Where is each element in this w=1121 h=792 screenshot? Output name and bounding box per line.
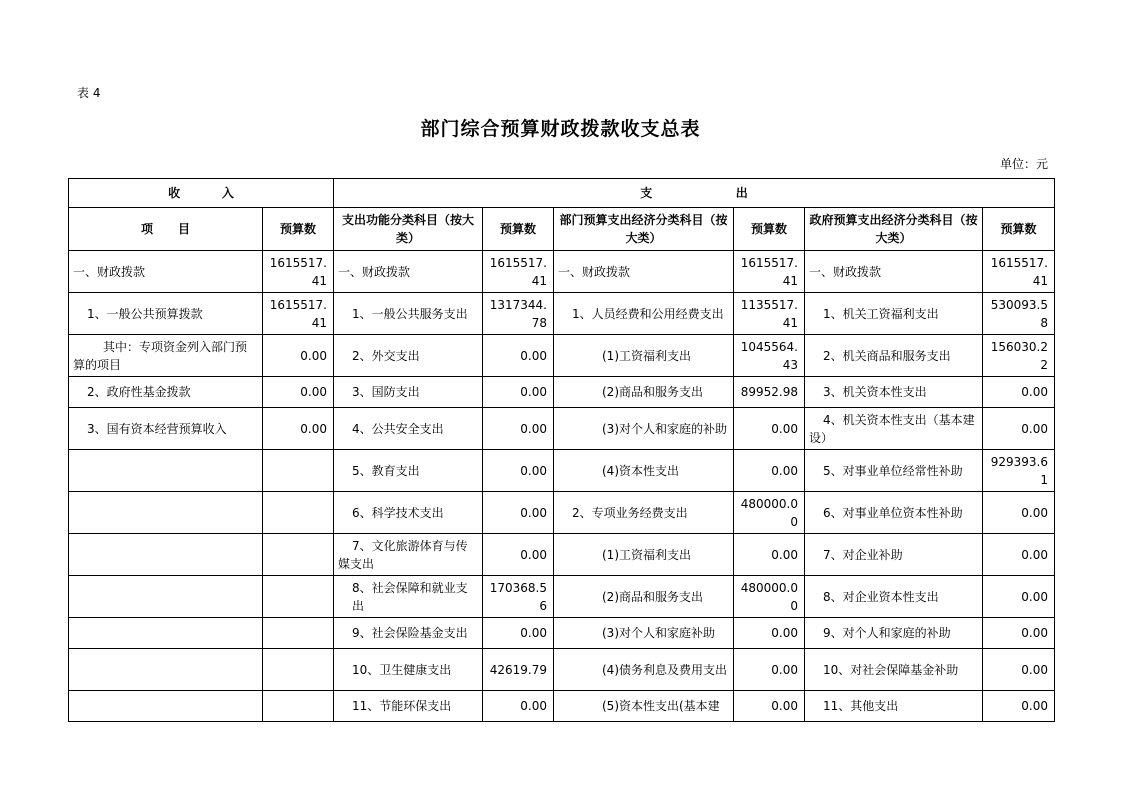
income-item — [69, 450, 263, 492]
dept-amount: 480000.00 — [734, 492, 805, 534]
gov-amount: 929393.61 — [983, 450, 1055, 492]
dept-item: (2)商品和服务支出 — [554, 377, 734, 408]
gov-amount: 0.00 — [983, 691, 1055, 722]
func-amount: 42619.79 — [483, 649, 554, 691]
dept-amount: 0.00 — [734, 691, 805, 722]
gov-econ-class-header: 政府预算支出经济分类科目（按大类） — [805, 208, 983, 251]
func-amount: 1317344.78 — [483, 293, 554, 335]
gov-item: 7、对企业补助 — [805, 534, 983, 576]
func-amount: 0.00 — [483, 450, 554, 492]
dept-item: 一、财政拨款 — [554, 251, 734, 293]
func-item: 3、国防支出 — [334, 377, 483, 408]
dept-item: (4)债务利息及费用支出 — [554, 649, 734, 691]
budget-header: 预算数 — [263, 208, 334, 251]
income-amount — [263, 691, 334, 722]
func-amount: 0.00 — [483, 377, 554, 408]
income-amount: 1615517.41 — [263, 293, 334, 335]
table-row — [69, 576, 1055, 618]
func-item: 5、教育支出 — [334, 450, 483, 492]
income-amount — [263, 534, 334, 576]
dept-amount: 480000.00 — [734, 576, 805, 618]
header-row-group — [69, 179, 1055, 208]
func-amount: 0.00 — [483, 408, 554, 450]
income-amount — [263, 618, 334, 649]
func-item: 10、卫生健康支出 — [334, 649, 483, 691]
table-row — [69, 335, 1055, 377]
income-item — [69, 691, 263, 722]
func-class-header: 支出功能分类科目（按大类） — [334, 208, 483, 251]
func-item: 6、科学技术支出 — [334, 492, 483, 534]
table-row — [69, 649, 1055, 691]
income-amount — [263, 649, 334, 691]
gov-amount: 0.00 — [983, 408, 1055, 450]
gov-amount: 0.00 — [983, 377, 1055, 408]
income-item: 其中：专项资金列入部门预算的项目 — [69, 335, 263, 377]
dept-econ-class-header: 部门预算支出经济分类科目（按大类） — [554, 208, 734, 251]
budget-header: 预算数 — [483, 208, 554, 251]
func-item: 9、社会保险基金支出 — [334, 618, 483, 649]
gov-amount: 0.00 — [983, 534, 1055, 576]
func-amount: 0.00 — [483, 618, 554, 649]
income-item — [69, 618, 263, 649]
table-row — [69, 377, 1055, 408]
income-amount — [263, 450, 334, 492]
gov-item: 1、机关工资福利支出 — [805, 293, 983, 335]
gov-item: 4、机关资本性支出（基本建设） — [805, 408, 983, 450]
income-item: 一、财政拨款 — [69, 251, 263, 293]
income-header: 收 入 — [69, 179, 334, 208]
income-item — [69, 649, 263, 691]
dept-item: 1、人员经费和公用经费支出 — [554, 293, 734, 335]
func-item: 1、一般公共服务支出 — [334, 293, 483, 335]
income-amount: 0.00 — [263, 408, 334, 450]
gov-amount: 0.00 — [983, 649, 1055, 691]
income-amount — [263, 576, 334, 618]
table-number: 表 4 — [77, 86, 101, 100]
gov-amount: 0.00 — [983, 576, 1055, 618]
gov-item: 一、财政拨款 — [805, 251, 983, 293]
dept-amount: 1615517.41 — [734, 251, 805, 293]
table-row — [69, 691, 1055, 722]
income-item — [69, 534, 263, 576]
income-item: 2、政府性基金拨款 — [69, 377, 263, 408]
dept-item: (1)工资福利支出 — [554, 335, 734, 377]
gov-item: 10、对社会保障基金补助 — [805, 649, 983, 691]
dept-amount: 1045564.43 — [734, 335, 805, 377]
gov-amount: 0.00 — [983, 618, 1055, 649]
table-row — [69, 408, 1055, 450]
gov-item: 8、对企业资本性支出 — [805, 576, 983, 618]
func-item: 8、社会保障和就业支出 — [334, 576, 483, 618]
item-header: 项 目 — [69, 208, 263, 251]
income-item: 1、一般公共预算拨款 — [69, 293, 263, 335]
table-row — [69, 618, 1055, 649]
income-amount: 0.00 — [263, 335, 334, 377]
income-item — [69, 492, 263, 534]
budget-header: 预算数 — [734, 208, 805, 251]
gov-item: 5、对事业单位经常性补助 — [805, 450, 983, 492]
expense-header: 支 出 — [334, 179, 1055, 208]
header-row-columns — [69, 208, 1055, 251]
unit-label: 单位：元 — [999, 157, 1048, 171]
dept-item: 2、专项业务经费支出 — [554, 492, 734, 534]
page-title: 部门综合预算财政拨款收支总表 — [420, 118, 701, 140]
income-amount — [263, 492, 334, 534]
func-item: 2、外交支出 — [334, 335, 483, 377]
table-row — [69, 534, 1055, 576]
dept-item: (4)资本性支出 — [554, 450, 734, 492]
income-item: 3、国有资本经营预算收入 — [69, 408, 263, 450]
func-item: 4、公共安全支出 — [334, 408, 483, 450]
dept-amount: 0.00 — [734, 408, 805, 450]
gov-item: 2、机关商品和服务支出 — [805, 335, 983, 377]
table-row — [69, 492, 1055, 534]
gov-amount: 156030.22 — [983, 335, 1055, 377]
dept-item: (2)商品和服务支出 — [554, 576, 734, 618]
dept-amount: 89952.98 — [734, 377, 805, 408]
dept-item: (3)对个人和家庭的补助 — [554, 408, 734, 450]
func-amount: 0.00 — [483, 534, 554, 576]
dept-amount: 0.00 — [734, 534, 805, 576]
func-amount: 0.00 — [483, 335, 554, 377]
income-item — [69, 576, 263, 618]
dept-amount: 0.00 — [734, 450, 805, 492]
func-item: 11、节能环保支出 — [334, 691, 483, 722]
func-amount: 0.00 — [483, 691, 554, 722]
gov-item: 11、其他支出 — [805, 691, 983, 722]
dept-amount: 1135517.41 — [734, 293, 805, 335]
table-row — [69, 293, 1055, 335]
dept-item: (5)资本性支出(基本建 — [554, 691, 734, 722]
gov-item: 9、对个人和家庭的补助 — [805, 618, 983, 649]
gov-item: 3、机关资本性支出 — [805, 377, 983, 408]
dept-amount: 0.00 — [734, 618, 805, 649]
table-row — [69, 251, 1055, 293]
gov-item: 6、对事业单位资本性补助 — [805, 492, 983, 534]
func-amount: 0.00 — [483, 492, 554, 534]
gov-amount: 0.00 — [983, 492, 1055, 534]
func-amount: 1615517.41 — [483, 251, 554, 293]
budget-summary-table — [68, 178, 1055, 722]
dept-item: (1)工资福利支出 — [554, 534, 734, 576]
table-row — [69, 450, 1055, 492]
gov-amount: 1615517.41 — [983, 251, 1055, 293]
func-item: 7、文化旅游体育与传媒支出 — [334, 534, 483, 576]
dept-item: (3)对个人和家庭补助 — [554, 618, 734, 649]
func-amount: 170368.56 — [483, 576, 554, 618]
dept-amount: 0.00 — [734, 649, 805, 691]
func-item: 一、财政拨款 — [334, 251, 483, 293]
gov-amount: 530093.58 — [983, 293, 1055, 335]
income-amount: 0.00 — [263, 377, 334, 408]
budget-header: 预算数 — [983, 208, 1055, 251]
income-amount: 1615517.41 — [263, 251, 334, 293]
